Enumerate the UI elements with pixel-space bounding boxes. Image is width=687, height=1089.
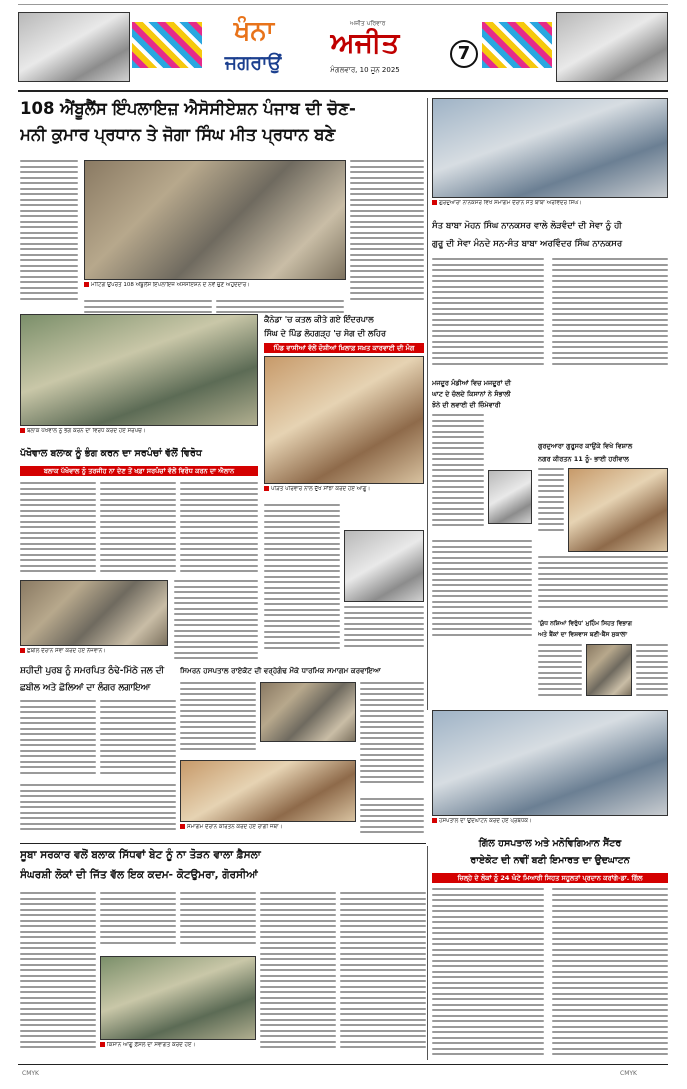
logo-line-jagraon: ਜਗਰਾਉਂ [224, 52, 282, 74]
story-ambulance-caption: ਮੀਟਿੰਗ ਉਪਰੰਤ 108 ਐਂਬੂਲੈਂਸ ਇੰਪਲਾਇਜ਼ ਐਸੋਸੀਏਸ਼ਨ ਦੇ ਨਵੇਂ ਚੁਣੇ ਅਹੁਦੇਦਾਰ। [84, 282, 346, 298]
logo-khanna-jagraon [205, 14, 300, 84]
story-nanaksar-col-2 [552, 258, 668, 370]
story-pakhowal-photo-2 [20, 580, 168, 646]
story-ambulance-col-4 [350, 160, 424, 310]
story-simran-photo-2 [180, 760, 356, 822]
story-kirtan-headline-2: ਨਗਰ ਕੀਰਤਨ 11 ਨੂੰ- ਭਾਈ ਹਰੀਵਾਲ [538, 455, 629, 463]
story-sidhwan-col-5 [340, 892, 426, 1056]
story-drugs-col-1 [538, 644, 582, 704]
story-ambulance-photo [84, 160, 346, 280]
story-canada-headline-2: ਸਿੰਘ ਦੇ ਪਿੰਡ ਲੋਹਗੜ੍ਹ 'ਚ ਸੋਗ ਦੀ ਲਹਿਰ [264, 329, 386, 338]
story-kirtan-photo [568, 468, 668, 552]
story-sidhwan-col-2 [100, 892, 176, 952]
story-ambulance-headline-1: 108 ਐਂਬੂਲੈਂਸ ਇੰਪਲਾਇਜ਼ ਐਸੋਸੀਏਸ਼ਨ ਪੰਜਾਬ ਦੀ ਚੋਣ- [20, 99, 356, 118]
story-canada-headline-1: ਕੈਨੇਡਾ 'ਚ ਕਤਲ ਕੀਤੇ ਗਏ ਇੰਦਰਪਾਲ [264, 315, 374, 324]
story-gill-col-1 [432, 888, 544, 1060]
story-sidhwan-col-4 [260, 892, 336, 1056]
story-nanaksar-headline-1: ਸੰਤ ਬਾਬਾ ਮੋਹਨ ਸਿੰਘ ਨਾਨਕਸਰ ਵਾਲੇ ਲੋੜਵੰਦਾਂ ਦੀ ਸੇਵਾ ਨੂੰ ਹੀ [432, 221, 622, 231]
story-nanaksar-headline-2: ਗੁਰੂ ਦੀ ਸੇਵਾ ਮੰਨਦੇ ਸਨ-ਸੰਤ ਬਾਬਾ ਅਰਵਿੰਦਰ ਸਿੰਘ ਨਾਨਕਸਰ [432, 239, 623, 249]
story-sidhwan-col-3 [180, 892, 256, 952]
story-pakhowal-photo [20, 314, 258, 426]
masthead-rule [18, 90, 668, 92]
story-simran-col-3 [360, 798, 424, 840]
story-pakhowal-caption-2: ਛਬੀਲ ਦੌਰਾਨ ਸੇਵਾ ਕਰਦੇ ਹੋਏ ਨੌਜਵਾਨ। [20, 648, 168, 662]
story-canada-portrait [344, 530, 424, 602]
masthead-pattern-right [482, 22, 552, 68]
story-kirtan-col-2 [538, 556, 668, 616]
story-canada-col-1 [264, 504, 340, 654]
story-pakhowal-col-4 [174, 580, 258, 662]
newspaper-tagline: ਅਜੀਤ ਪਰਿਵਾਰ [350, 20, 386, 27]
story-labour-col-2 [432, 540, 532, 650]
story-chhabeel-col-2 [100, 700, 176, 780]
story-pakhowal-headline: ਪੱਖੋਵਾਲ ਬਲਾਕ ਨੂੰ ਭੰਗ ਕਰਨ ਦਾ ਸਰਪੰਚਾਂ ਵੱਲੋਂ ਵਿਰੋਧ [20, 448, 202, 459]
story-ambulance-headline-2: ਮਨੀ ਕੁਮਾਰ ਪ੍ਰਧਾਨ ਤੇ ਜੋਗਾ ਸਿੰਘ ਮੀਤ ਪ੍ਰਧਾਨ ਬਣੇ [20, 125, 336, 144]
story-ambulance-col-2 [84, 300, 212, 314]
story-drugs-col-2 [636, 644, 668, 704]
footer-rule [18, 1064, 668, 1065]
newspaper-name-block [310, 20, 420, 80]
story-chhabeel-col-3 [20, 784, 176, 840]
story-ambulance-col-3 [216, 300, 344, 314]
footer-colorbar-right: CMYK [620, 1070, 637, 1077]
story-pakhowal-redbar: ਬਲਾਕ ਪੱਖੋਵਾਲ ਨੂੰ ਤਰਜੀਹ ਨਾ ਦੇਣ ਤੋਂ ਖਫ਼ਾ ਸਰਪੰਚਾਂ ਵੱਲੋਂ ਵਿਰੋਧ ਕਰਨ ਦਾ ਐਲਾਨ [20, 466, 258, 476]
newspaper-name: ਅਜੀਤ [330, 26, 400, 59]
story-chhabeel-col-1 [20, 700, 96, 780]
masthead [0, 0, 687, 96]
story-canada-photo [264, 356, 424, 484]
story-labour-headline-3: ਝੋਨੇ ਦੀ ਲਵਾਈ ਦੀ ਜ਼ਿੰਮੇਵਾਰੀ [432, 401, 501, 409]
story-sidhwan-photo [100, 956, 256, 1040]
story-labour-headline-2: ਘਾਟ ਦੇ ਚੱਲਦੇ ਕਿਸਾਨਾਂ ਨੇ ਸੰਭਾਲੀ [432, 390, 511, 398]
logo-line-khanna: ਖੰਨਾ [233, 16, 275, 46]
story-simran-col-2 [360, 682, 424, 794]
story-pakhowal-caption: ਬਲਾਕ ਪੱਖੋਵਾਲ ਨੂੰ ਭੰਗ ਕਰਨ ਦਾ ਵਿਰੋਧ ਕਰਦੇ ਹੋਏ ਸਰਪੰਚ। [20, 428, 258, 442]
vertical-rule-1 [427, 98, 428, 428]
story-chhabeel-headline-1: ਸ਼ਹੀਦੀ ਪੁਰਬ ਨੂੰ ਸਮਰਪਿਤ ਠੰਢੇ-ਮਿੱਠੇ ਜਲ ਦੀ [20, 666, 165, 676]
footer-colorbar-left: CMYK [22, 1070, 39, 1077]
story-sidhwan-headline-1: ਸੂਬਾ ਸਰਕਾਰ ਵਲੋਂ ਬਲਾਕ ਸਿੱਧਵਾਂ ਬੇਟ ਨੂੰ ਨਾ ਤੋੜਨ ਵਾਲਾ ਫ਼ੈਸਲਾ [20, 849, 261, 861]
story-sidhwan-headline-2: ਸੰਘਰਸ਼ੀ ਲੋਕਾਂ ਦੀ ਜਿੱਤ ਵੱਲ ਇਕ ਕਦਮ- ਕੋਟਉਮਰਾ, ਗੋਰਸੀਆਂ [20, 869, 258, 881]
vertical-rule-2 [427, 380, 428, 710]
story-drugs-headline-1: 'ਯੁੱਧ ਨਸ਼ਿਆਂ ਵਿਰੁੱਧ' ਮੁਹਿੰਮ ਸਿਹਤ ਵਿਭਾਗ [538, 620, 632, 627]
story-gill-headline-1: ਗਿੱਲ ਹਸਪਤਾਲ ਅਤੇ ਮਨੋਵਿਗਿਆਨ ਸੈਂਟਰ [478, 838, 622, 849]
story-nanaksar-caption: ਗੁਰਦੁਆਰਾ ਨਾਨਕਸਰ ਵਿਖੇ ਸਮਾਗਮ ਦੌਰਾਨ ਸੰਤ ਬਾਬਾ ਅਰਵਿੰਦਰ ਸਿੰਘ। [432, 200, 668, 214]
story-drugs-headline-2: ਅਤੇ ਬੈਂਕਾਂ ਦਾ ਵਿਸ਼ਵਾਸ ਬਣੀ-ਬੈਂਸ ਸੁਕਾਲਾ [538, 631, 628, 638]
page-number: 7 [450, 40, 478, 68]
story-sidhwan-col-1 [20, 892, 96, 1056]
story-labour-headline-1: ਮਜਦੂਰ ਮੰਡੀਆਂ ਵਿਚ ਮਜਦੂਰਾਂ ਦੀ [432, 379, 511, 387]
story-simran-headline: ਸਿਮਰਨ ਹਸਪਤਾਲ ਰਾਏਕੋਟ ਦੀ ਵਰ੍ਹੇਗੰਢ ਮੌਕੇ ਧਾਰਮਿਕ ਸਮਾਗਮ ਕਰਵਾਇਆ [180, 666, 381, 675]
vertical-rule-3 [427, 846, 428, 1060]
story-ambulance-col-1 [20, 160, 78, 310]
masthead-pattern-left [132, 22, 202, 68]
story-canada-col-2 [344, 606, 424, 654]
story-canada-redbar: ਪਿੰਡ ਵਾਸੀਆਂ ਵੱਲੋਂ ਦੋਸ਼ੀਆਂ ਖ਼ਿਲਾਫ਼ ਸਖ਼ਤ ਕਾਰਵਾਈ ਦੀ ਮੰਗ [264, 343, 424, 353]
story-canada-caption: ਪੀੜਤ ਪਰਿਵਾਰ ਨਾਲ ਦੁੱਖ ਸਾਂਝਾ ਕਰਦੇ ਹੋਏ ਆਗੂ। [264, 486, 424, 500]
masthead-photo-right [556, 12, 668, 82]
story-gill-photo [432, 710, 668, 816]
story-simran-photo-1 [260, 682, 356, 742]
horizontal-rule-bottom [20, 843, 426, 844]
story-sidhwan-caption: ਕਿਸਾਨ ਆਗੂ ਫ਼ੈਸਲੇ ਦਾ ਸਵਾਗਤ ਕਰਦੇ ਹੋਏ। [100, 1042, 256, 1056]
story-gill-headline-2: ਰਾਏਕੋਟ ਦੀ ਨਵੀਂ ਬਣੀ ਇਮਾਰਤ ਦਾ ਉਦਘਾਟਨ [470, 855, 630, 866]
story-kirtan-headline-1: ਗੁਰਦੁਆਰਾ ਗੁਰੂਸਰ ਕਾਉਂਕੇ ਵਿਖੇ ਵਿਸ਼ਾਲ [538, 442, 633, 450]
story-pakhowal-col-2 [100, 482, 176, 576]
issue-date: ਮੰਗਲਵਾਰ, 10 ਜੂਨ 2025 [330, 66, 400, 74]
story-kirtan-col-1 [538, 468, 564, 552]
story-labour-col-1 [432, 414, 484, 534]
story-gill-col-2 [552, 888, 668, 1060]
story-gill-redbar: ਜ਼ਿਲ੍ਹੇ ਦੇ ਲੋਕਾਂ ਨੂੰ 24 ਘੰਟੇ ਮਿਆਰੀ ਸਿਹਤ ਸਹੂਲਤਾਂ ਪ੍ਰਦਾਨ ਕਰਾਂਗੇ-ਡਾ. ਗਿੱਲ [432, 873, 668, 883]
printer-slug [18, 4, 668, 10]
story-gill-caption: ਹਸਪਤਾਲ ਦਾ ਉਦਘਾਟਨ ਕਰਦੇ ਹੋਏ ਪ੍ਰਬੰਧਕ। [432, 818, 668, 832]
story-pakhowal-col-1 [20, 482, 96, 576]
masthead-photo-left [18, 12, 130, 82]
story-nanaksar-photo [432, 98, 668, 198]
story-simran-col-1 [180, 682, 256, 758]
story-chhabeel-headline-2: ਛਬੀਲ ਅਤੇ ਛੋਲਿਆਂ ਦਾ ਲੰਗਰ ਲਗਾਇਆ [20, 683, 151, 693]
story-drugs-portrait [586, 644, 632, 696]
story-labour-portrait [488, 470, 532, 524]
story-pakhowal-col-3 [180, 482, 258, 576]
story-simran-caption: ਸਮਾਗਮ ਦੌਰਾਨ ਕੀਰਤਨ ਕਰਦੇ ਹੋਏ ਰਾਗੀ ਜਥਾ। [180, 824, 356, 840]
story-nanaksar-col-1 [432, 258, 544, 370]
